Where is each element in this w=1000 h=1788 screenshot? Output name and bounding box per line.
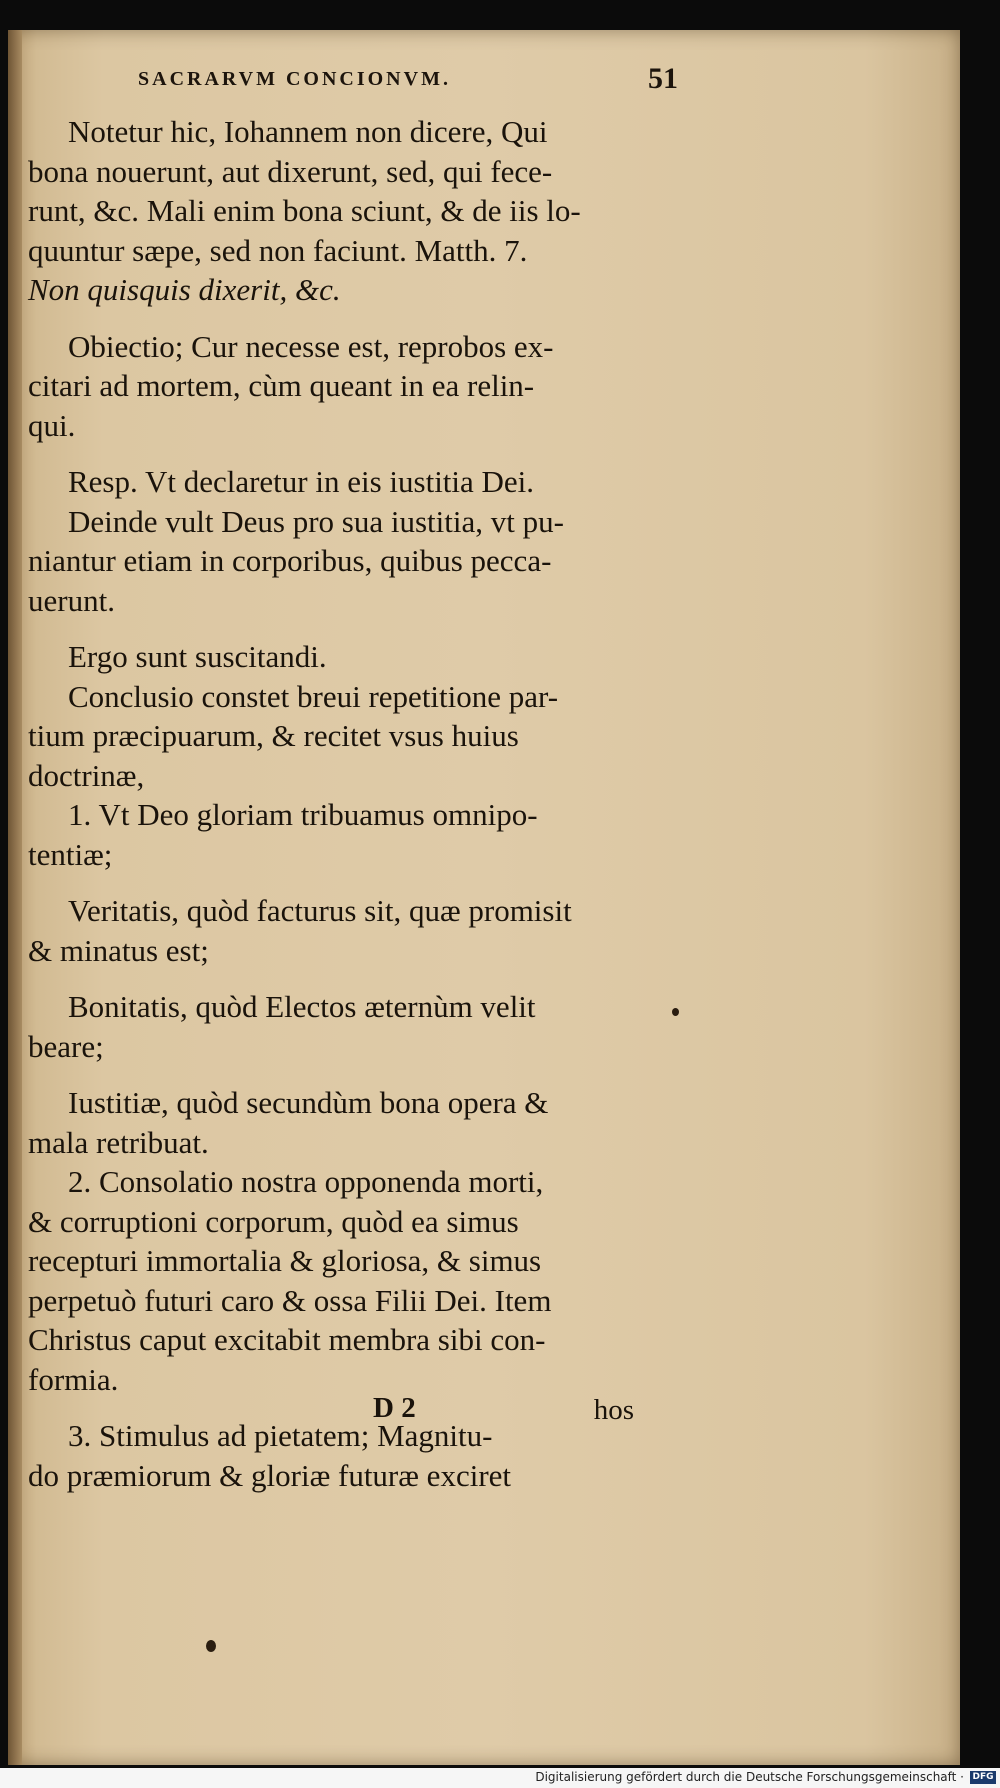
text-line: 2. Consolatio nostra opponenda morti, [68, 1164, 544, 1199]
ink-blot [206, 1640, 216, 1652]
text-line: Non quisquis dixerit, &c. [28, 272, 341, 307]
text-line: Obiectio; Cur necesse est, reprobos ex- [68, 328, 554, 364]
body-text [28, 112, 678, 1495]
text-line: 3. Stimulus ad pietatem; Magnitu- [68, 1418, 493, 1453]
text-line: 1. Vt Deo gloriam tribuamus omnipo- [68, 797, 538, 832]
text-line: formia. [28, 1361, 119, 1397]
text-line: mala retribuat. [28, 1124, 209, 1160]
dfg-logo: DFG [970, 1771, 996, 1784]
text-line: runt, &c. Mali enim bona sciunt, & de iis lo- [28, 193, 581, 228]
text-line: qui. [28, 407, 76, 443]
text-line: Resp. Vt declaretur in eis iustitia Dei. [68, 464, 535, 499]
text-line: tium præcipuarum, & recitet vsus huius [28, 718, 519, 753]
digitization-footer [0, 1768, 1000, 1788]
text-line: & minatus est; [28, 932, 209, 968]
page-foot [28, 1392, 678, 1432]
page-number: 51 [648, 62, 678, 95]
text-line: Deinde vult Deus pro sua iustitia, vt pu- [68, 503, 564, 539]
text-line: beare; [28, 1028, 104, 1064]
text-line: Conclusio constet breui repetitione par- [68, 678, 559, 714]
text-line: Ergo sunt suscitandi. [68, 639, 327, 674]
text-line: tentiæ; [28, 836, 113, 872]
binding-edge [8, 30, 22, 1765]
text-line: Bonitatis, quòd Electos æternùm velit [68, 989, 536, 1024]
running-header [138, 62, 678, 102]
text-line: bona nouerunt, aut dixerunt, sed, qui fece- [28, 153, 553, 189]
text-line: quuntur sæpe, sed non faciunt. Matth. 7. [28, 232, 528, 268]
text-line: niantur etiam in corporibus, quibus pecca- [28, 543, 552, 578]
text-line: recepturi immortalia & gloriosa, & simus [28, 1243, 542, 1278]
text-line: Christus caput excitabit membra sibi con- [28, 1322, 546, 1357]
text-line: citari ad mortem, cùm queant in ea relin- [28, 368, 535, 403]
text-line: do præmiorum & gloriæ futuræ exciret [28, 1457, 512, 1493]
text-line: perpetuò futuri caro & ossa Filii Dei. Item [28, 1282, 552, 1318]
text-line: Notetur hic, Iohannem non dicere, Qui [68, 114, 548, 149]
signature-mark: D 2 [373, 1392, 416, 1424]
catchword: hos [593, 1394, 634, 1426]
running-title: SACRARVM CONCIONVM. [138, 68, 451, 90]
text-line: doctrinæ, [28, 757, 145, 793]
funding-credit: Digitalisierung gefördert durch die Deutsche Forschungsgemeinschaft · [535, 1770, 964, 1784]
text-line: Iustitiæ, quòd secundùm bona opera & [68, 1085, 549, 1120]
text-line: Veritatis, quòd facturus sit, quæ promisit [68, 893, 572, 928]
text-line: uerunt. [28, 582, 115, 618]
ink-speck [672, 1008, 679, 1016]
text-line: & corruptioni corporum, quòd ea simus [28, 1203, 519, 1239]
